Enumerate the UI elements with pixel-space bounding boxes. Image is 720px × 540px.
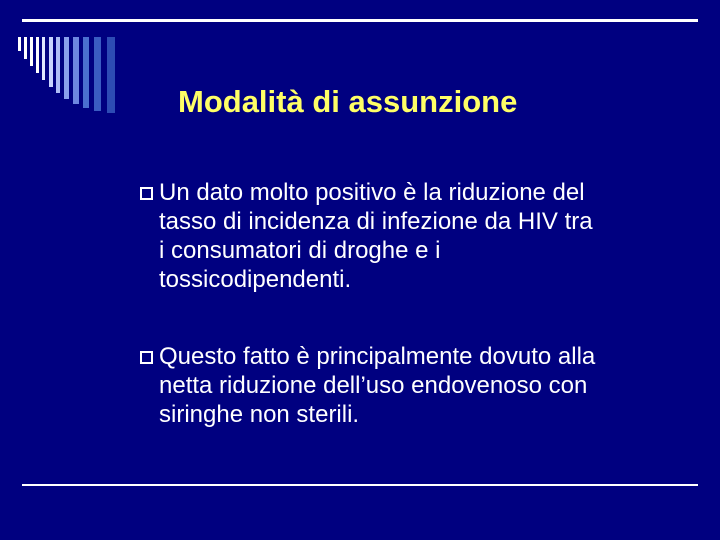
stripe [49, 37, 53, 87]
square-bullet-icon [140, 187, 153, 200]
stripe [42, 37, 45, 80]
stripe [36, 37, 39, 73]
stripe [94, 37, 101, 111]
bullet-line: Un dato molto positivo è la riduzione del [159, 179, 585, 206]
stripe [30, 37, 33, 66]
decorative-stripes [0, 0, 140, 120]
stripe [56, 37, 60, 93]
stripe [73, 37, 79, 104]
bullet-line: i consumatori di droghe e i [159, 237, 441, 264]
bullet-line: siringhe non sterili. [159, 401, 360, 428]
stripe [64, 37, 69, 99]
bullet-line: tasso di incidenza di infezione da HIV tra [159, 208, 593, 235]
stripe [24, 37, 27, 59]
stripe [83, 37, 89, 108]
bullet-line: netta riduzione dell’uso endovenoso con [159, 372, 588, 399]
slide-title: Modalità di assunzione [178, 84, 518, 119]
bullet-item [140, 342, 700, 429]
stripe [107, 37, 115, 113]
stripe [18, 37, 21, 51]
bullet-line: tossicodipendenti. [159, 266, 352, 293]
top-divider [22, 19, 698, 22]
bullet-item [140, 178, 700, 294]
bottom-divider [22, 484, 698, 486]
square-bullet-icon [140, 351, 153, 364]
bullet-line: Questo fatto è principalmente dovuto alla [159, 343, 596, 370]
bullet-text [159, 342, 700, 429]
bullet-text [159, 178, 700, 294]
